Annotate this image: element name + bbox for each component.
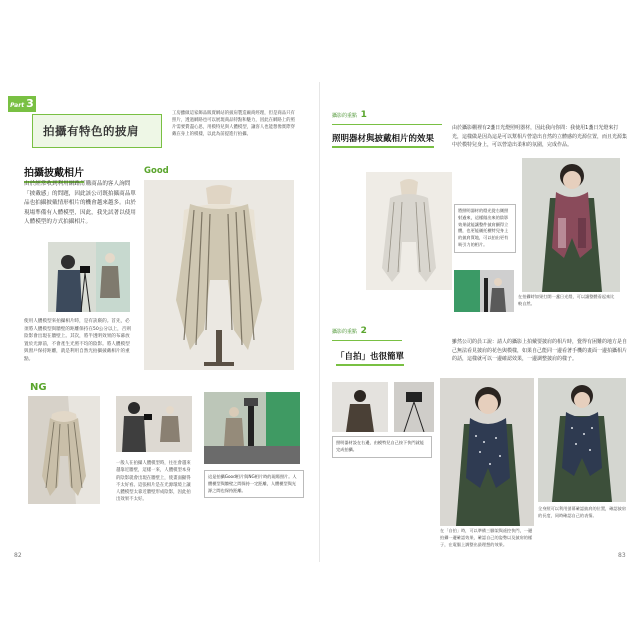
point1-heading: 照明器材與披戴相片的效果 — [332, 132, 434, 148]
photo-point2-selfie-setup — [332, 382, 388, 432]
point2-heading: 「自拍」也很簡單 — [336, 350, 404, 366]
photo-point1-scarf — [366, 172, 452, 290]
point2-label: 攝影的重點 — [332, 329, 358, 335]
point1-person-illustration — [522, 158, 620, 292]
mannequin-scarf-ng-illustration — [28, 396, 100, 504]
part-number: 3 — [26, 97, 34, 110]
page-gutter — [319, 82, 320, 562]
section-heading-wearing: 拍攝披戴相片 — [24, 164, 84, 183]
right-page — [322, 82, 632, 562]
part-tag — [8, 96, 36, 112]
page-number-right: 83 — [618, 552, 626, 559]
section-body-wearing: 由於經常收到利用網路訂購商品的客人詢問「披戴感」的問題，因此該公司既拍攝商品單品也拍攝披戴情形相片的機會越來越多。由於現場準備有人體模型，因此，我先試著以使用人體模型的方式拍攝相片。 — [24, 181, 136, 225]
point1-rule — [332, 124, 442, 125]
point1-label: 攝影的重點 — [332, 113, 358, 119]
point2-caption3: 全身照可以利用螢幕確認披肩的位置，確認披肩的長度，同時確認自己的表情。 — [538, 506, 626, 518]
mannequin-scarf-good-illustration — [144, 180, 294, 370]
chapter-intro: 工房雖做這家飾品販賣網站的披肩製造廠商經理，但是商品只有照片，透過網路也可以展現商品特點和魅力，因此在網路上的照片需要費盡心思，用模特兒與人體模型，讓客人也能想像實際穿戴在身上的模樣，以此為前提進行拍攝。 — [172, 111, 295, 137]
photo-photographer-setup — [48, 242, 130, 312]
part-label: Part — [10, 102, 25, 109]
point1-caption2: 在拍攝時如果打開一盞日光燈，可以讓整體看起來比較自然。 — [518, 294, 615, 306]
photo-point1-person — [522, 158, 620, 292]
point1-body: 由於攝影棚裡有2盞日光燈照明器材，因此我向你問：我使用1盞日光燈來打光，這樣做是因為這是可以幫相片營造出自然的立體感的光源位置，而且光源集中於模特兒身上，可以營造出柔和的氛圍，完成作品。 — [452, 125, 628, 148]
point2-rule — [332, 340, 402, 341]
point2-body: 雖然公司的員工說：請人的攝影上拍戴要披肩的相片時，覺得有困難的地方是自己無法看見披肩的花色與模樣，如果自己能同一邊看著手機的畫面一邊拍攝相片的話，這樣就可以一邊確認效果，一邊調整披肩的樣子。 — [452, 339, 628, 362]
good-label: Good — [144, 166, 169, 176]
point2-setup-illustration — [332, 382, 388, 432]
point1-number: 1 — [360, 110, 367, 120]
photo-point1-studio — [454, 270, 514, 312]
left-page — [8, 82, 318, 562]
ng-label: NG — [30, 382, 47, 393]
point2-person-front-illustration — [440, 378, 534, 526]
point2-camera-illustration — [394, 382, 434, 432]
photo-ng-mannequin — [28, 396, 100, 504]
point2-caption: 照明器材設在右邊，由模特兒自己按下快門就能完成拍攝。 — [332, 436, 432, 458]
photo-studio-scene — [204, 392, 300, 464]
ng-studio-caption: 這是拍攝Good相片與NG相片時的現場照片。人體模型與牆壁之間保持一定距離，人體模型與光源之間也保持距離。 — [204, 470, 304, 498]
point2-person-full-illustration — [538, 378, 626, 502]
point1-scarf-illustration — [366, 172, 452, 290]
good-caption: 使用人體模型來拍攝相片時，是有訣竅的。首先，必須將人體模型與牆壁的距離保持在50公分以上，否則陰影會出現在牆壁上。其次，將半透明效果的布幕放置於光源前，不會產生光照不均的陰影。將人體模型與窗戶保持距離，就是利用自然光拍攝披戴相片的重點。 — [24, 319, 131, 362]
photographer-setup-illustration — [48, 242, 130, 312]
point1-label-row — [332, 110, 367, 120]
ng-caption: 一般人在拍攝人體模型時，往往會越來越靠近牆壁，這樣一來，人體模型本身的陰影就會出現在牆壁上，使畫面顯得不太好看。這張相片是在光源環境上讓人體模型太靠近牆壁形成陰影，因此拍出效果不太好。 — [116, 461, 191, 503]
point1-caption: 將照明器材的燈光從右側照射過來，這樣做出來的陰影效果就能讓整件披肩顯得立體，也更能襯托模特兒身上的披肩質地，可以拍出更有吸引力的相片。 — [454, 204, 516, 253]
ng-setup-illustration — [116, 396, 192, 452]
point2-label-row — [332, 326, 367, 336]
photo-ng-setup — [116, 396, 192, 452]
photo-point2-person-full — [538, 378, 626, 502]
page-number-left: 82 — [14, 552, 22, 559]
photo-point2-person-front — [440, 378, 534, 526]
point1-studio-illustration — [454, 270, 514, 312]
photo-point2-camera — [394, 382, 434, 432]
studio-scene-illustration — [204, 392, 300, 464]
point2-number: 2 — [360, 326, 367, 336]
chapter-title: 拍攝有特色的披肩 — [43, 124, 139, 138]
point2-caption2: 在「自拍」時，可以準備三腳架與遙控快門，一邊拍攝一邊確認效果，確認自己的姿勢以及披肩的樣子，在電腦上調整出最理想的效果。 — [440, 528, 533, 547]
photo-good-mannequin — [144, 180, 294, 370]
chapter-title-box — [32, 114, 162, 148]
